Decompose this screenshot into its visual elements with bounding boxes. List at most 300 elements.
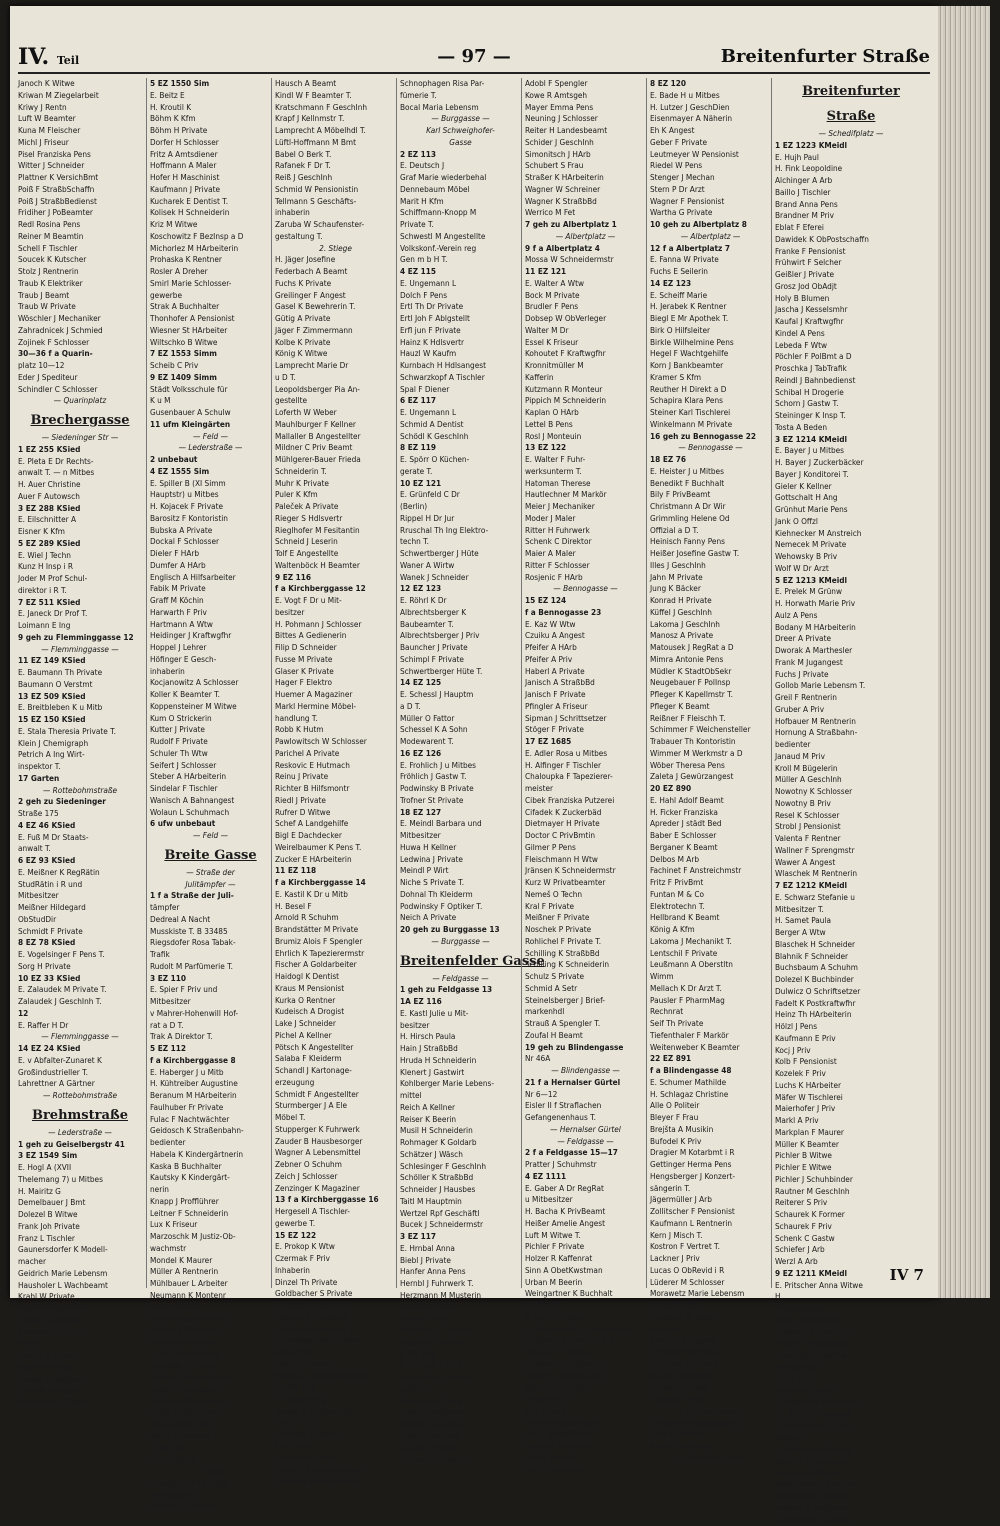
- resident-entry: Schulz S Private: [525, 971, 646, 983]
- page-number: — 97 —: [18, 46, 930, 67]
- column: [18, 78, 142, 1288]
- resident-entry: Taitl M Hauptmin: [400, 1196, 521, 1208]
- resident-entry: Czuiku A Angest: [525, 630, 646, 642]
- resident-entry: Brand Anna Pens: [775, 199, 927, 211]
- resident-entry: E. Fanna W Private: [650, 254, 771, 266]
- resident-entry: Kuna M Fleischer: [18, 125, 142, 137]
- cross-street: 1. Stiege: [150, 1466, 271, 1478]
- street-title: Brehmstraße: [18, 1102, 142, 1127]
- resident-entry: Pisel Franziska Pens: [18, 149, 142, 161]
- resident-entry: Müller O Fattor: [400, 713, 521, 725]
- house-entry: 11 EZ 121: [525, 266, 646, 278]
- resident-entry: Proschka J TabTrafik: [775, 363, 927, 375]
- resident-entry: Jägermüller J Arb: [650, 1194, 771, 1206]
- house-entry: 19 geh zu Blindengasse: [525, 1042, 646, 1054]
- resident-entry: Hofer H Maschinist: [150, 172, 271, 184]
- resident-entry: Adobl F Spengler: [525, 78, 646, 90]
- resident-entry: Elektrotechn T.: [650, 901, 771, 913]
- house-entry: 14 EZ 125: [400, 677, 521, 689]
- resident-entry: Gottschalt H Ang: [775, 492, 927, 504]
- resident-entry: Janisch A StraßbBd: [525, 677, 646, 689]
- resident-entry: Küffel J GeschInh: [650, 607, 771, 619]
- house-entry: 6 EZ 117: [400, 395, 521, 407]
- resident-entry: Lakoma J GeschInh: [650, 619, 771, 631]
- resident-entry: Cifadek K Zuckerbäd: [525, 807, 646, 819]
- resident-entry: Gen m b H T.: [400, 254, 521, 266]
- resident-entry: Straße 175: [18, 808, 142, 820]
- resident-entry: Dolezel K Buchbinder: [775, 974, 927, 986]
- resident-entry: Blahnik F Schneider: [775, 951, 927, 963]
- resident-entry: Graf Marie wiederbehal: [400, 172, 521, 184]
- resident-entry: E. Vogt F Dr u Mit-: [275, 595, 396, 607]
- page-header: [18, 42, 930, 74]
- resident-entry: Dreer A Private: [775, 633, 927, 645]
- resident-entry: Dinzel Th Private: [275, 1277, 396, 1289]
- resident-entry: Mitbesitzer: [150, 996, 271, 1008]
- resident-entry: Dumfer A HArb: [150, 560, 271, 572]
- street-title: Straße: [775, 103, 927, 128]
- resident-entry: Fritsch F Mechaniker: [775, 1338, 927, 1350]
- resident-entry: Tolf E Angestellte: [275, 548, 396, 560]
- resident-entry: Pekard A Private: [18, 1350, 142, 1362]
- resident-entry: E. Meißner K RegRätin: [18, 867, 142, 879]
- resident-entry: Kohoutet F Kraftwgfhr: [525, 348, 646, 360]
- resident-entry: Reuther H Direkt a D: [650, 384, 771, 396]
- resident-entry: Schessel K A Sohn: [400, 724, 521, 736]
- cross-street: — Lederstraße —: [150, 442, 271, 454]
- house-entry: 9 EZ 116: [275, 572, 396, 584]
- resident-entry: Schätzer J Wäsch: [400, 1149, 521, 1161]
- resident-entry: mittel: [400, 1090, 521, 1102]
- resident-entry: Lackner J Priv: [650, 1253, 771, 1265]
- house-entry: 15 EZ 122: [275, 1230, 396, 1242]
- resident-entry: Mondel K Maurer: [150, 1255, 271, 1267]
- house-entry: 5 EZ 118: [400, 1349, 521, 1361]
- resident-entry: Reiterer S Priv: [775, 1197, 927, 1209]
- resident-entry: Eisner K Kfm: [18, 526, 142, 538]
- cross-street: — Albertplatz —: [525, 231, 646, 243]
- resident-entry: Pausler F PharmMag: [650, 995, 771, 1007]
- resident-entry: Bocal Maria Lebensm: [400, 102, 521, 114]
- resident-entry: Mallaller B Angestellter: [275, 431, 396, 443]
- resident-entry: handlung T.: [275, 713, 396, 725]
- resident-entry: Pfleger K Kapellmstr T.: [650, 689, 771, 701]
- house-entry: 2 EZ 113: [400, 149, 521, 161]
- resident-entry: Steber A HArbeiterin: [150, 771, 271, 783]
- resident-entry: Glaser K Private: [275, 666, 396, 678]
- resident-entry: Kratschmann F GeschInh: [275, 102, 396, 114]
- resident-entry: Janisch F Private: [525, 689, 646, 701]
- resident-entry: Vodernuth E Verk: [150, 1419, 271, 1431]
- resident-entry: Wehowsky B Priv: [775, 551, 927, 563]
- resident-entry: Buchsbaum A Schuhm: [775, 962, 927, 974]
- resident-entry: E. Röhrl K Dr: [400, 595, 521, 607]
- resident-entry: Neumaier O Feuer-: [18, 1327, 142, 1339]
- resident-entry: Dockal F Schlosser: [150, 536, 271, 548]
- resident-entry: H. Mairitz G: [18, 1186, 142, 1198]
- resident-entry: Nr 6—12: [525, 1089, 646, 1101]
- cross-street: Julitämpfer —: [150, 879, 271, 891]
- resident-entry: a D T.: [400, 701, 521, 713]
- resident-entry: Hornung A Straßbahn-: [775, 727, 927, 739]
- resident-entry: Walenta A Maurer: [400, 1337, 521, 1349]
- resident-entry: Rechnrat: [650, 1006, 771, 1018]
- resident-entry: Lux K Friseur: [150, 1219, 271, 1231]
- resident-entry: Schaurek K Former: [775, 1209, 927, 1221]
- resident-entry: Konrad H Private: [650, 595, 771, 607]
- resident-entry: Krenz J Schuhmstr: [18, 1303, 142, 1315]
- resident-entry: Trak A Direktor T.: [150, 1031, 271, 1043]
- resident-entry: Gruber J Private: [400, 1443, 521, 1455]
- cross-street: — Flemminggasse —: [18, 1031, 142, 1043]
- resident-entry: anwalt T. — n Mitbes: [18, 467, 142, 479]
- resident-entry: Schmid A Dentist: [400, 419, 521, 431]
- resident-entry: Kurnbach H Hdlsangest: [400, 360, 521, 372]
- resident-entry: Eisler II f Straflachen: [525, 1100, 646, 1112]
- resident-entry: E. Baumann Th Private: [18, 667, 142, 679]
- house-entry: 14 EZ 123: [650, 278, 771, 290]
- resident-entry: Bernsch M Private: [775, 1468, 927, 1480]
- resident-entry: Schöller K StraßbBd: [400, 1172, 521, 1184]
- resident-entry: Kaufmann J Private: [150, 184, 271, 196]
- cross-street: — Rottebohmstraße: [18, 1090, 142, 1102]
- resident-entry: Tellmann S Geschäfts-: [275, 196, 396, 208]
- resident-entry: Zojinek F Schlosser: [18, 337, 142, 349]
- house-entry: 3 EZ 288 KSied: [18, 503, 142, 515]
- sheet-mark: IV 7: [890, 1266, 924, 1284]
- resident-entry: Lüftl-Hoffmann M Bmt: [275, 137, 396, 149]
- resident-entry: Mossa W Schneidermstr: [525, 254, 646, 266]
- resident-entry: Gieler K Kellner: [775, 481, 927, 493]
- house-entry: 7 EZ 1212 KMeidl: [775, 880, 927, 892]
- resident-entry: Sindelar F Tischler: [150, 783, 271, 795]
- resident-entry: Dolezel B Witwe: [18, 1209, 142, 1221]
- resident-entry: Mögner K StraßbBd: [275, 1312, 396, 1324]
- resident-entry: Traub K Elektriker: [18, 278, 142, 290]
- resident-entry: Rudolf F Private: [150, 736, 271, 748]
- house-entry: 5 EZ 112: [150, 1043, 271, 1055]
- resident-entry: H. Kojacek F Private: [150, 501, 271, 513]
- resident-entry: Schimpl F Private: [400, 654, 521, 666]
- resident-entry: Thelemang 7) u Mitbes: [18, 1174, 142, 1186]
- resident-entry: Fleischmann H Wtw: [525, 854, 646, 866]
- resident-entry: Kafferin: [525, 372, 646, 384]
- resident-entry: E. Walter F Fuhr-: [525, 454, 646, 466]
- resident-entry: Herzmann M Musterin: [400, 1290, 521, 1302]
- resident-entry: Paula Renate Fürsorg: [150, 1313, 271, 1325]
- resident-entry: Zimmerl Marie Anderer: [275, 1476, 396, 1488]
- house-entry: 1A EZ 116: [400, 996, 521, 1008]
- resident-entry: Kronnitmüller M: [525, 360, 646, 372]
- resident-entry: Rruschal Th Ing Elektro-: [400, 525, 521, 537]
- resident-entry: Schwelner J Rauchfang-: [275, 1335, 396, 1347]
- resident-entry: Huwa H Kellner: [400, 842, 521, 854]
- cross-street: Gasse: [400, 137, 521, 149]
- resident-entry: Palt J TelegrObOff: [525, 1429, 646, 1441]
- resident-entry: Schilling K StraßbBd: [525, 948, 646, 960]
- resident-entry: Heinisch Fanny Pens: [650, 536, 771, 548]
- house-entry: 9 EZ 1211 KMeidl: [775, 1268, 927, 1280]
- resident-entry: Ertl Joh F Ablgstellt: [400, 313, 521, 325]
- resident-entry: Nowotny B Priv: [775, 798, 927, 810]
- resident-entry: Albrechtsberger K: [400, 607, 521, 619]
- resident-entry: Sima M Stickerin: [18, 1385, 142, 1397]
- resident-entry: Meißner Hildegard: [18, 902, 142, 914]
- resident-entry: Neugebauer F PolInsp: [650, 677, 771, 689]
- resident-entry: Wagner W Schreiner: [525, 184, 646, 196]
- resident-entry: Kucharek E Dentist T.: [150, 196, 271, 208]
- resident-entry: Bezecyna K Pens: [400, 1396, 521, 1408]
- resident-entry: Wagner A Lebensmittel: [275, 1147, 396, 1159]
- resident-entry: E. Hahl Adolf Beamt: [650, 795, 771, 807]
- resident-entry: H. Hirsch Paula: [400, 1031, 521, 1043]
- resident-entry: Blaschek H Schneider: [775, 939, 927, 951]
- resident-entry: Kocjanowitz A Schlosser: [150, 677, 271, 689]
- cross-street: — Feld —: [150, 830, 271, 842]
- resident-entry: E. Engel A Ing: [275, 1394, 396, 1406]
- house-entry: 14 EZ 24 KSied: [18, 1043, 142, 1055]
- resident-entry: Tiefenthaler F Markör: [650, 1030, 771, 1042]
- resident-entry: Hartmann A Wtw: [150, 619, 271, 631]
- resident-entry: Gruber A Priv: [775, 704, 927, 716]
- resident-entry: gerate T.: [400, 466, 521, 478]
- resident-entry: Dedreal A Nacht: [150, 914, 271, 926]
- resident-entry: Schilling K Schneiderin: [525, 959, 646, 971]
- resident-entry: Strauß A Spengler T.: [525, 1018, 646, 1030]
- resident-entry: H. Jerabek K Rentner: [650, 301, 771, 313]
- resident-entry: E. Ungemann L: [400, 278, 521, 290]
- resident-entry: Mellach K Dr Arzt T.: [650, 983, 771, 995]
- resident-entry: Barositz F Kontoristin: [150, 513, 271, 525]
- resident-entry: Reinu J Private: [275, 771, 396, 783]
- resident-entry: Prohaska K Rentner: [150, 254, 271, 266]
- resident-entry: Pfaff F Private: [150, 1302, 271, 1314]
- resident-entry: Weirelbaumer K Pens T.: [275, 842, 396, 854]
- resident-entry: Schnophagen Risa Par-: [400, 78, 521, 90]
- resident-entry: H. Auer Christine: [18, 479, 142, 491]
- resident-entry: Müller K Beamter: [775, 1139, 927, 1151]
- resident-entry: Möbel T.: [275, 1112, 396, 1124]
- resident-entry: Gaunersdorfer K Modell-: [18, 1244, 142, 1256]
- resident-entry: Dobsep W ObVerleger: [525, 313, 646, 325]
- resident-entry: Traub W Private: [18, 301, 142, 313]
- house-entry: 3 EZ 1549 Sim: [18, 1150, 142, 1162]
- resident-entry: Rohlichel F Private T.: [525, 936, 646, 948]
- resident-entry: Koppensteiner M Witwe: [150, 701, 271, 713]
- resident-entry: Sigmund K Private: [650, 1359, 771, 1371]
- resident-entry: Potschek E Priv: [400, 1302, 521, 1314]
- cross-street: — Quarinplatz: [18, 395, 142, 407]
- resident-entry: Wawer A Angest: [775, 857, 927, 869]
- resident-entry: Frühwirt F Selcher: [775, 257, 927, 269]
- resident-entry: Trafik: [150, 949, 271, 961]
- resident-entry: Schwertberger Hüte T.: [400, 666, 521, 678]
- resident-entry: E. Kastl Julie u Mit-: [400, 1008, 521, 1020]
- resident-entry: tämpfer: [150, 902, 271, 914]
- resident-entry: Illes J GeschInh: [650, 560, 771, 572]
- resident-entry: E. Stala Theresia Private T.: [18, 726, 142, 738]
- resident-entry: E. Grünfeld C Dr: [400, 489, 521, 501]
- resident-entry: Kroll M Bügelerin: [775, 763, 927, 775]
- resident-entry: Städt Volksschule für: [150, 384, 271, 396]
- resident-entry: Brandner M Priv: [775, 210, 927, 222]
- resident-entry: Heinz Th HArbeiterin: [775, 1009, 927, 1021]
- resident-entry: Berger A Wtw: [775, 927, 927, 939]
- resident-entry: Kindl W F Beamter T.: [275, 90, 396, 102]
- resident-entry: Lamprecht Marie Dr: [275, 360, 396, 372]
- resident-entry: Kindel A Pens: [775, 328, 927, 340]
- resident-entry: Tosta A Beden: [775, 422, 927, 434]
- resident-entry: Zeich J Schlosser: [275, 1171, 396, 1183]
- house-entry: 21 f a Hernalser Gürtel: [525, 1077, 646, 1089]
- resident-entry: Großindustrieller T.: [18, 1067, 142, 1079]
- house-entry: 2 unbebaut: [150, 454, 271, 466]
- resident-entry: Werzl A Arb: [775, 1256, 927, 1268]
- resident-entry: Schlagradl J Maschinist: [775, 1397, 927, 1409]
- resident-entry: Fusse M Private: [275, 654, 396, 666]
- resident-entry: bedienter: [150, 1137, 271, 1149]
- resident-entry: wehrm: [18, 1338, 142, 1350]
- resident-entry: E. Pleta E Dr Rechts-: [18, 456, 142, 468]
- resident-entry: Wolaun L Schuhmach: [150, 807, 271, 819]
- resident-entry: H. Ficker Franziska: [650, 807, 771, 819]
- resident-entry: Muhr K Private: [275, 478, 396, 490]
- resident-entry: Albrechtsberger J Priv: [400, 630, 521, 642]
- resident-entry: Babel O Berk T.: [275, 149, 396, 161]
- resident-entry: Luft W Beamter: [18, 113, 142, 125]
- resident-entry: Kramer S Kfm: [650, 372, 771, 384]
- house-entry: 8 EZ 120: [650, 78, 771, 90]
- resident-entry: Kriz M Witwe: [150, 219, 271, 231]
- house-entry: 4 EZ 46 KSied: [18, 820, 142, 832]
- resident-entry: H. Lutzer J GeschDien: [650, 102, 771, 114]
- resident-entry: Fiala E Straßnerin: [400, 1407, 521, 1419]
- resident-entry: Pippich M Schneiderin: [525, 395, 646, 407]
- resident-entry: Thumser M Rentnerin: [150, 1396, 271, 1408]
- resident-entry: Hofbauer M Rentnerin: [775, 716, 927, 728]
- resident-entry: Podwinsky F Optiker T.: [400, 901, 521, 913]
- resident-entry: Heidinger J Kraftwgfhr: [150, 630, 271, 642]
- cross-street: — Feldgasse —: [400, 973, 521, 985]
- resident-entry: Schubert S Frau: [525, 160, 646, 172]
- resident-entry: Michorlez M HArbeiterin: [150, 243, 271, 255]
- resident-entry: gewerbe: [150, 290, 271, 302]
- column: [521, 78, 646, 1288]
- resident-entry: E. Schwarz Stefanie u: [775, 892, 927, 904]
- resident-entry: Direktor a D T.: [525, 1394, 646, 1406]
- resident-entry: schmied: [650, 1324, 771, 1336]
- resident-entry: Fröhlich J Gastw T.: [400, 771, 521, 783]
- resident-entry: König K Witwe: [275, 348, 396, 360]
- resident-entry: Meißner F Private: [525, 912, 646, 924]
- resident-entry: Fritz F PrivBmt: [650, 877, 771, 889]
- resident-entry: Kaplan O HArb: [525, 407, 646, 419]
- resident-entry: T. B 34 175: [275, 1418, 396, 1430]
- house-entry: f a Kirchberggasse 14: [275, 877, 396, 889]
- resident-entry: Kozelek F Priv: [775, 1068, 927, 1080]
- resident-entry: Klenert J Gastwirt: [400, 1067, 521, 1079]
- resident-entry: Pichel A Kellner: [275, 1030, 396, 1042]
- resident-entry: Morawetz Marie Lebensm: [650, 1288, 771, 1300]
- resident-entry: Riedl J Private: [275, 795, 396, 807]
- resident-entry: meister: [525, 783, 646, 795]
- resident-entry: Lebeda F Wtw: [775, 340, 927, 352]
- resident-entry: Pfleger K Beamt: [650, 701, 771, 713]
- resident-entry: besitzer: [775, 1432, 927, 1444]
- resident-entry: Seifert J Schlosser: [150, 760, 271, 772]
- resident-entry: Hegel F Wachtgehilfe: [650, 348, 771, 360]
- house-entry: 8 EZ 119: [400, 442, 521, 454]
- resident-entry: Jascha J Kesselsmhr: [775, 304, 927, 316]
- resident-entry: besitzer: [400, 1020, 521, 1032]
- resident-entry: Würl E GeschInh: [525, 1465, 646, 1477]
- resident-entry: Rudolt M Parfümerie T.: [150, 961, 271, 973]
- resident-entry: Puler K Kfm: [275, 489, 396, 501]
- resident-entry: Dennebaum Möbel: [400, 184, 521, 196]
- resident-entry: Strobl J Pensionist: [775, 821, 927, 833]
- resident-entry: Bittermann A Rentner: [775, 1479, 927, 1491]
- house-entry: f a Bennogasse 23: [525, 607, 646, 619]
- resident-entry: Zelasko F Pens: [650, 1394, 771, 1406]
- resident-entry: Zalaudek J GeschInh T.: [18, 996, 142, 1008]
- resident-entry: Neumann K Montenr: [150, 1290, 271, 1302]
- resident-entry: Hergesell A Möbelhdl: [275, 1300, 396, 1312]
- resident-entry: Brumiz Alois F Spengler: [275, 936, 396, 948]
- resident-entry: Pichler F Private: [525, 1241, 646, 1253]
- resident-entry: Hain J StraßbBd: [400, 1043, 521, 1055]
- resident-entry: Private T.: [400, 219, 521, 231]
- resident-entry: Aulz A Pens: [775, 610, 927, 622]
- resident-entry: Strak A Buchhalter: [150, 301, 271, 313]
- house-entry: 22 EZ 891: [650, 1053, 771, 1065]
- resident-entry: Schödl K GeschInh: [400, 431, 521, 443]
- resident-entry: Brandstätter M Private: [275, 924, 396, 936]
- resident-entry: Ritter F Schlosser: [525, 560, 646, 572]
- resident-entry: Jahn M Private: [650, 572, 771, 584]
- resident-entry: H. Jäger Josefine: [275, 254, 396, 266]
- resident-entry: Rumpler M Private: [150, 1337, 271, 1349]
- resident-entry: E. Winkler L Dr T.: [400, 1360, 521, 1372]
- resident-entry: Geber F Private: [650, 137, 771, 149]
- resident-entry: Hautlechner M Markör: [525, 489, 646, 501]
- house-entry: 15 EZ 124: [525, 595, 646, 607]
- resident-entry: Offizial a D T.: [650, 525, 771, 537]
- resident-entry: Jank O Offzl: [775, 516, 927, 528]
- resident-entry: Wolf W Dr Arzt: [775, 563, 927, 575]
- resident-entry: Kolisek H Schneiderin: [150, 207, 271, 219]
- resident-entry: Paleček A Private: [275, 501, 396, 513]
- resident-entry: Kutzmann R Monteur: [525, 384, 646, 396]
- resident-entry: Hausholer L Wachbeamt: [18, 1280, 142, 1292]
- house-entry: 9 EZ 1409 Simm: [150, 372, 271, 384]
- resident-entry: Stoda K Konditor: [650, 1371, 771, 1383]
- resident-entry: Wlaschek M Rentnerin: [775, 868, 927, 880]
- resident-entry: Gusenbauer A Schulw: [150, 407, 271, 419]
- resident-entry: Zahradnicek J Schmied: [18, 325, 142, 337]
- resident-entry: Fritz A Amtsdiener: [150, 149, 271, 161]
- resident-entry: Franz L Tischler: [18, 1233, 142, 1245]
- resident-entry: Koller E Papierwe: [650, 1441, 771, 1453]
- resident-entry: Hergesell A Tischler-: [275, 1206, 396, 1218]
- resident-entry: Mildner C Priv Beamt: [275, 442, 396, 454]
- resident-entry: Essel K Friseur: [525, 337, 646, 349]
- resident-entry: Steininger K Insp T.: [775, 410, 927, 422]
- resident-entry: Kaufmann L Rentnerin: [650, 1218, 771, 1230]
- resident-entry: Kriwan M Ziegelarbeit: [18, 90, 142, 102]
- resident-entry: Wagner J StraßbBedienst: [275, 1371, 396, 1383]
- resident-entry: Sturmberger J A Ele: [275, 1100, 396, 1112]
- resident-entry: Hauptstr) u Mitbes: [150, 489, 271, 501]
